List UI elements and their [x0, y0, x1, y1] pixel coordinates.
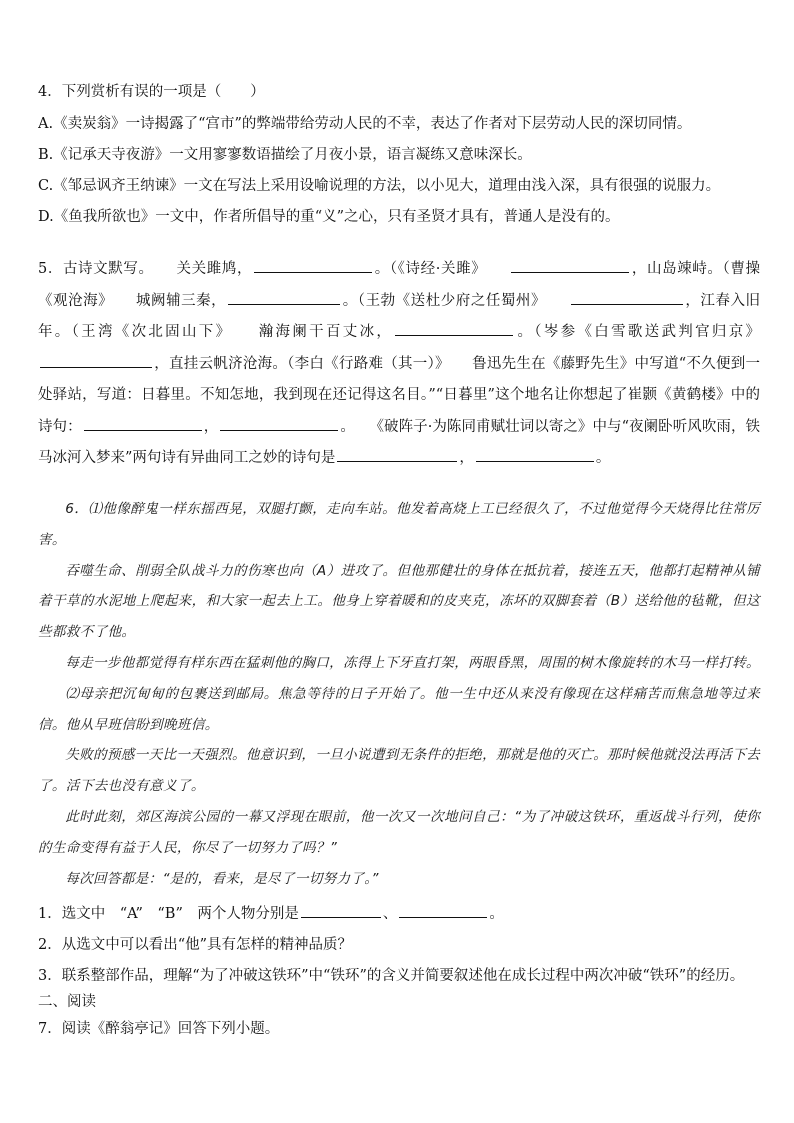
q5-blank-3[interactable]	[228, 290, 340, 305]
q5-text-7: 年。（王湾《次北固山下》 瀚海阑干百丈冰，	[38, 324, 394, 340]
q5-text-5: 。（王勃《送杜少府之任蜀州》	[342, 292, 569, 309]
q5-blank-6[interactable]	[40, 353, 152, 368]
q6-passage	[38, 494, 760, 894]
q6-sub-1	[38, 903, 758, 924]
q6-sub-3: 3．联系整部作品，理解“为了冲破这铁环”中“铁环”的含义并简要叙述他在成长过程中两次冲破“铁环”的经历。	[38, 968, 745, 984]
q5-blank-4[interactable]	[571, 290, 683, 305]
q4-option-c: C.《邹忌讽齐王纳谏》一文在写法上采用设喻说理的方法，以小见大，道理由浅入深，具有很强的说服力。	[38, 178, 721, 194]
q5-text-8: 。（岑参《白雪歌送武判官归京》	[515, 324, 760, 340]
q4-option-b: B.《记承天寺夜游》一文用寥寥数语描绘了月夜小景，语言凝练又意味深长。	[38, 147, 532, 163]
q6-passage-para-2: 吞噬生命、削弱全队战斗力的伤寒也向（A）进攻了。但他那健壮的身体在抵抗着，接连五天，他都打起精神从铺着干草的水泥地上爬起来，和大家一起去上工。他身上穿着暖和的皮夹克，冻坏的双脚套着（B）送给他的毡靴，但这些都救不了他。	[38, 562, 760, 641]
q5-blank-5[interactable]	[395, 321, 513, 336]
q6-passage-para-7: 每次回答都是：“是的，看来，是尽了一切努力了。”	[65, 870, 379, 887]
q4-option-a: A.《卖炭翁》一诗揭露了“宫市”的弊端带给劳动人民的不幸，表达了作者对下层劳动人民的深切同情。	[38, 116, 692, 132]
q5-text-16: 。	[595, 450, 611, 466]
q5-text-3: ，山岛竦峙。（曹操	[631, 261, 761, 277]
q5-block	[38, 254, 760, 475]
q5-text-14: 马冰河入梦来”两句诗有异曲同工之妙的诗句是	[38, 450, 336, 466]
q5-text-6: ，江春入旧	[684, 292, 761, 309]
q4-title: 4．下列赏析有误的一项是（ ）	[38, 84, 265, 100]
q5-blank-10[interactable]	[476, 447, 594, 462]
q5-text-13: 。 《破阵子·为陈同甫赋壮词以寄之》中与“夜阑卧听风吹雨，铁	[340, 418, 760, 435]
q7-title: 7．阅读《醉翁亭记》回答下列小题。	[38, 1021, 280, 1037]
q5-text-9: ，直挂云帆济沧海。（李白《行路难（其一）》 鲁迅先生在《藤野先生》中写道“不久便到一	[154, 355, 760, 372]
q5-text-10: 处驿站，写道：日暮里。不知怎地，我到现在还记得这名目。”“日暮里”这个地名让你想起了崔颢《黄鹤楼》中的	[38, 387, 760, 403]
q5-blank-8[interactable]	[220, 416, 338, 431]
q6-blank-b[interactable]	[399, 903, 487, 918]
q5-blank-9[interactable]	[337, 447, 457, 462]
q6-passage-para-1: 6．⑴他像醉鬼一样东摇西晃，双腿打颤，走向车站。他发着高烧上工已经很久了，不过他觉得今天烧得比往常厉害。	[38, 501, 760, 548]
q6-sub-1-text: 1．选文中 “A” “B” 两个人物分别是	[38, 906, 299, 922]
q6-blank-a[interactable]	[301, 903, 381, 918]
q5-blank-2[interactable]	[511, 258, 629, 273]
q5-text-15: ，	[459, 450, 474, 466]
q5-blank-1[interactable]	[254, 258, 372, 273]
q5-text-2: 。（《诗经·关雎》	[374, 261, 510, 277]
q6-passage-para-6: 此时此刻，郊区海滨公园的一幕又浮现在眼前，他一次又一次地问自己：“为了冲破这铁环，重返战斗行列，使你的生命变得有益于人民，你尽了一切努力了吗？”	[38, 808, 760, 856]
q5-text-4: 《观沧海》 城阙辅三秦，	[38, 292, 227, 309]
q6-passage-para-5: 失败的预感一天比一天强烈。他意识到，一旦小说遭到无条件的拒绝，那就是他的灭亡。那时候他就没法再活下去了。活下去也没有意义了。	[38, 747, 760, 795]
q5-text-12: ，	[203, 418, 219, 435]
q5-blank-7[interactable]	[84, 416, 202, 431]
q6-passage-para-3: 每走一步他都觉得有样东西在猛刺他的胸口，冻得上下牙直打架，两眼昏黑，周围的树木像旋转的木马一样打转。	[65, 654, 760, 671]
q5-text-11: 诗句：	[38, 418, 82, 435]
q4-option-d: D.《鱼我所欲也》一文中，作者所倡导的重“义”之心，只有圣贤才具有，普通人是没有的。	[38, 209, 620, 225]
q5-text-1: 5．古诗文默写。 关关雎鸠，	[38, 261, 253, 277]
q6-sub-2: 2．从选文中可以看出“他”具有怎样的精神品质？	[38, 937, 353, 953]
q6-sub-1-end: 。	[489, 906, 504, 922]
section-heading: 二、阅读	[38, 994, 96, 1010]
q6-passage-para-4: ⑵母亲把沉甸甸的包裹送到邮局。焦急等待的日子开始了。他一生中还从来没有像现在这样痛苦而焦急地等过来信。他从早班信盼到晚班信。	[38, 685, 760, 733]
q6-sub-1-sep: 、	[382, 906, 398, 922]
